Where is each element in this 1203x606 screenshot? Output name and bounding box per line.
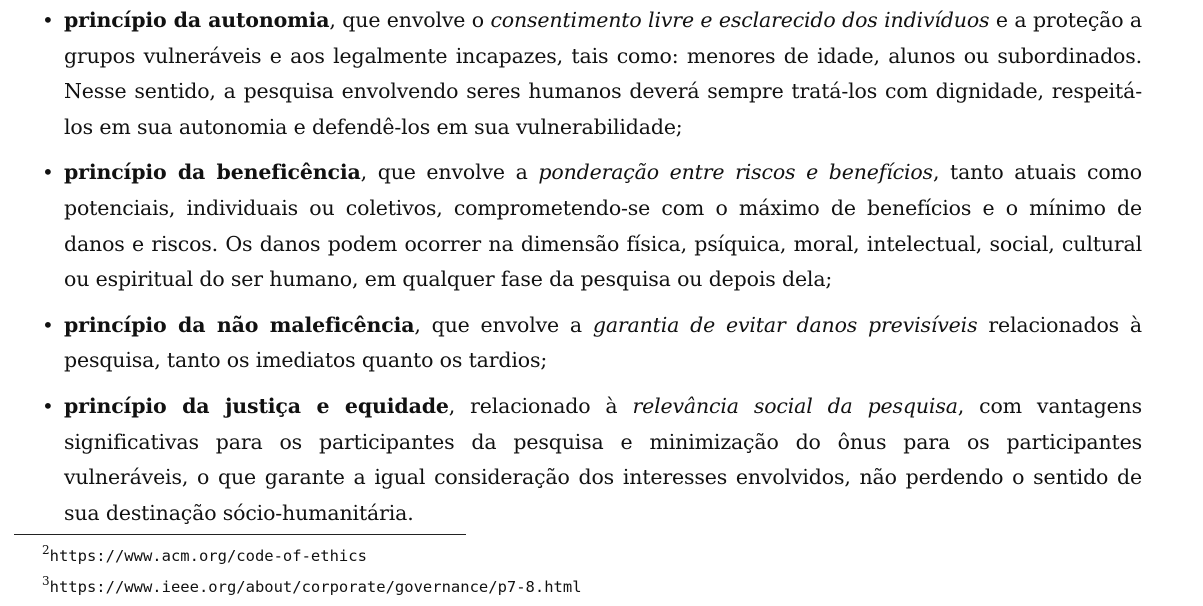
bullet-icon: • (42, 160, 54, 185)
footnote-mark: 2 (42, 543, 50, 557)
term-justica-equidade: princípio da justiça e equidade (64, 393, 449, 418)
text-post: , com vantagens significativas para os participantes da pesquisa e minimização do ônus para os participantes vulneráveis, o que garante a igual consideração dos interesses envolvidos, não perdendo o sentido de sua destinação sócio-humanitária. (64, 393, 1142, 525)
text-pre: , relacionado à (448, 393, 633, 418)
emphasis-beneficencia: ponderação entre riscos e benefícios (538, 160, 933, 185)
footnote-3 (42, 569, 582, 600)
text-pre: , que envolve a (360, 160, 539, 185)
footnote-link-ieee[interactable]: https://www.ieee.org/about/corporate/governance/p7-8.html (49, 578, 582, 597)
footnote-2 (42, 538, 582, 569)
emphasis-autonomia: consentimento livre e esclarecido dos indivíduos (490, 8, 990, 32)
list-item-beneficencia (42, 155, 1142, 297)
footnote-mark: 3 (42, 574, 50, 589)
principles-list (42, 3, 1143, 541)
term-beneficencia: princípio da beneficência (64, 160, 361, 185)
term-nao-maleficencia: princípio da não maleficência (64, 312, 415, 337)
list-item-autonomia (42, 3, 1143, 145)
bullet-icon: • (42, 312, 54, 337)
emphasis-nao-maleficencia: garantia de evitar danos previsíveis (592, 312, 978, 337)
text-pre: , que envolve a (414, 312, 593, 337)
footnote-link-acm[interactable]: https://www.acm.org/code-of-ethics (49, 547, 367, 566)
bullet-icon: • (42, 393, 54, 418)
text-post: e a proteção a grupos vulneráveis e aos legalmente incapazes, tais como: menores de idade, alunos ou subordinados. Nesse sentido, a pesquisa envolvendo seres humanos deverá sempre tratá-los com dignidade, respeitá-los em sua autonomia e defendê-los em sua vulnerabilidade; (64, 8, 1143, 139)
term-autonomia: princípio da autonomia (64, 8, 330, 32)
bullet-icon: • (42, 8, 54, 32)
text-pre: , que envolve o (329, 8, 491, 32)
list-item-justica-equidade (42, 389, 1142, 531)
list-item-nao-maleficencia (42, 308, 1142, 379)
emphasis-justica-equidade: relevância social da pesquisa (632, 393, 958, 418)
footnote-divider (14, 534, 466, 535)
text-post: , tanto atuais como potenciais, individuais ou coletivos, comprometendo-se com o máximo de benefícios e o mínimo de danos e riscos. Os danos podem ocorrer na dimensão física, psíquica, moral, intelectual, social, cultural ou espiritual do ser humano, em qualquer fase da pesquisa ou depois dela; (64, 160, 1142, 292)
footnotes (42, 538, 582, 600)
text-post: relacionados à pesquisa, tanto os imediatos quanto os tardios; (64, 312, 1142, 373)
